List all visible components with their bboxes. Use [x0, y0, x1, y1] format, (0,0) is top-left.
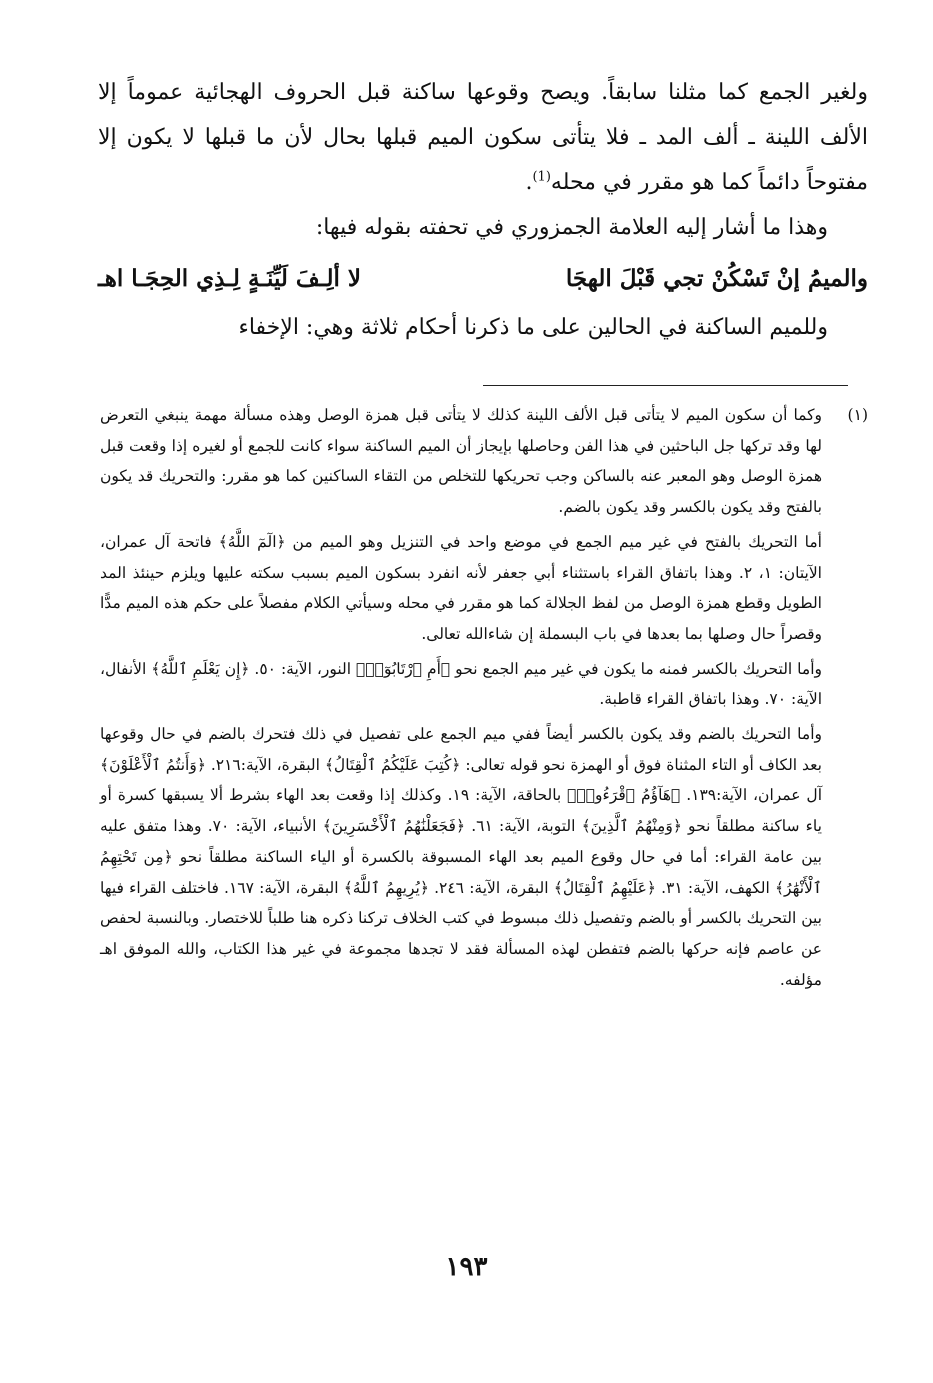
rules-sentence: وللميم الساكنة في الحالين على ما ذكرنا أحكام ثلاثة وهي: الإخفاء: [238, 315, 828, 340]
poem-verse: [98, 256, 868, 301]
footnote-reference: (1): [532, 169, 551, 185]
main-text: [98, 70, 868, 350]
poem-second-hemistich: لا ألِـفَ لَيِّنَـةٍ لِـذِي الحِجَـا اهـ: [98, 265, 361, 292]
footnote-body: [100, 400, 822, 995]
main-paragraph-end: .: [525, 170, 533, 195]
footnote: [100, 400, 868, 995]
footnote-paragraph-2: أما التحريك بالفتح في غير ميم الجمع في موضع واحد في التنزيل وهو الميم من ﴿الٓمٓ اللَّهُ﴾ فاتحة آل عمران، الآيتان: ١، ٢. وهذا باتفاق القراء باستثناء أبي جعفر لأنه انفرد بسكون الميم بسبب سكته عليها ويلزم حينئذ المد الطويل وقطع همزة الوصل من لفظ الجلالة كما هو مقرر في محله وسيأتي الكلام مفصلاً على حكم هذه الميم مدًّا وقصراً حال وصلها بما بعدها في باب البسملة إن شاءالله تعالى.: [100, 532, 822, 643]
footnotes: [100, 400, 868, 995]
main-paragraph-text: ولغير الجمع كما مثلنا سابقاً. ويصح وقوعها ساكنة قبل الحروف الهجائية عموماً إلا الألف اللينة ـ ألف المد ـ فلا يتأتى سكون الميم قبلها بحال لأن ما قبلها لا يكون إلا مفتوحاً دائماً كما هو مقرر في محله: [98, 80, 868, 195]
footnote-separator: [483, 385, 848, 386]
poem-first-hemistich: والميمُ إنْ تَسْكُنْ تجي قَبْلَ الهجَا: [565, 265, 868, 292]
footnote-paragraph-1: وكما أن سكون الميم لا يتأتى قبل الألف اللينة كذلك لا يتأتى قبل همزة الوصل وهذه مسألة مهمة ينبغي التعرض لها وقد تركها جل الباحثين في هذا الفن وحاصلها بإيجاز أن الميم الساكنة سواء كانت للجمع أو لغيره إذا وقعت قبل همزة الوصل وهو المعبر عنه بالساكن وجب تحريكها للتخلص من التقاء الساكنين كما هو مقرر: والتحريك قد يكون بالفتح وقد يكون بالكسر وقد يكون بالضم.: [100, 406, 822, 517]
footnote-number: (١): [847, 406, 868, 424]
footnote-paragraph-4: وأما التحريك بالضم وقد يكون بالكسر أيضاً ففي ميم الجمع على تفصيل في ذلك فتحرك بالضم في حال وقوعها بعد الكاف أو التاء المثناة فوق أو الهمزة نحو قوله تعالى: ﴿كُتِبَ عَلَيْكُمُ ٱلْقِتَالُ﴾ البقرة، الآية:٢١٦. ﴿وَأَنتُمُ ٱلْأَعْلَوْنَ﴾ آل عمران، الآية:١٣٩. ﴿هَآؤُمُ ٱقْرَءُوا۟﴾ بالحاقة، الآية: ١٩. وكذلك إذا وقعت بعد الهاء بشرط ألا يسبقها كسرة أو ياء ساكنة مطلقاً نحو ﴿وَمِنْهُمُ ٱلَّذِينَ﴾ التوبة، الآية: ٦١. ﴿فَجَعَلْنَٰهُمُ ٱلْأَخْسَرِينَ﴾ الأنبياء، الآية: ٧٠. وهذا متفق عليه بين عامة القراء: أما في حال وقوع الميم بعد الهاء المسبوقة بالكسرة أو الياء الساكنة مطلقاً نحو ﴿مِن تَحْتِهِمُ ٱلْأَنْهَٰرُ﴾ الكهف، الآية: ٣١. ﴿عَلَيْهِمُ ٱلْقِتَالُ﴾ البقرة، الآية: ٢٤٦. ﴿يُرِيهِمُ ٱللَّهُ﴾ البقرة، الآية: ١٦٧. فاختلف القراء فيها بين التحريك بالكسر أو بالضم وتفصيل ذلك مبسوط في كتب الخلاف تركنا ذكره هنا طلباً للاختصار. وبالنسبة لحفص عن عاصم فإنه حركها بالضم فتفطن لهذه المسألة فقد لا تجدها مجموعة في غير هذا الكتاب، والله الموفق اهـ مؤلفه.: [100, 725, 822, 989]
poem-intro: وهذا ما أشار إليه العلامة الجمزوري في تحفته بقوله فيها:: [315, 215, 828, 240]
page-number: ١٩٣: [445, 1252, 488, 1282]
main-paragraph: [98, 70, 868, 205]
footnote-paragraph-3: وأما التحريك بالكسر فمنه ما يكون في غير ميم الجمع نحو ﴿أَمِ ٱرْتَابُوٓا۟﴾ النور، الآية: ٥٠. ﴿إِن يَعْلَمِ ٱللَّهُ﴾ الأنفال، الآية: ٧٠. وهذا باتفاق القراء قاطبة.: [100, 659, 822, 709]
